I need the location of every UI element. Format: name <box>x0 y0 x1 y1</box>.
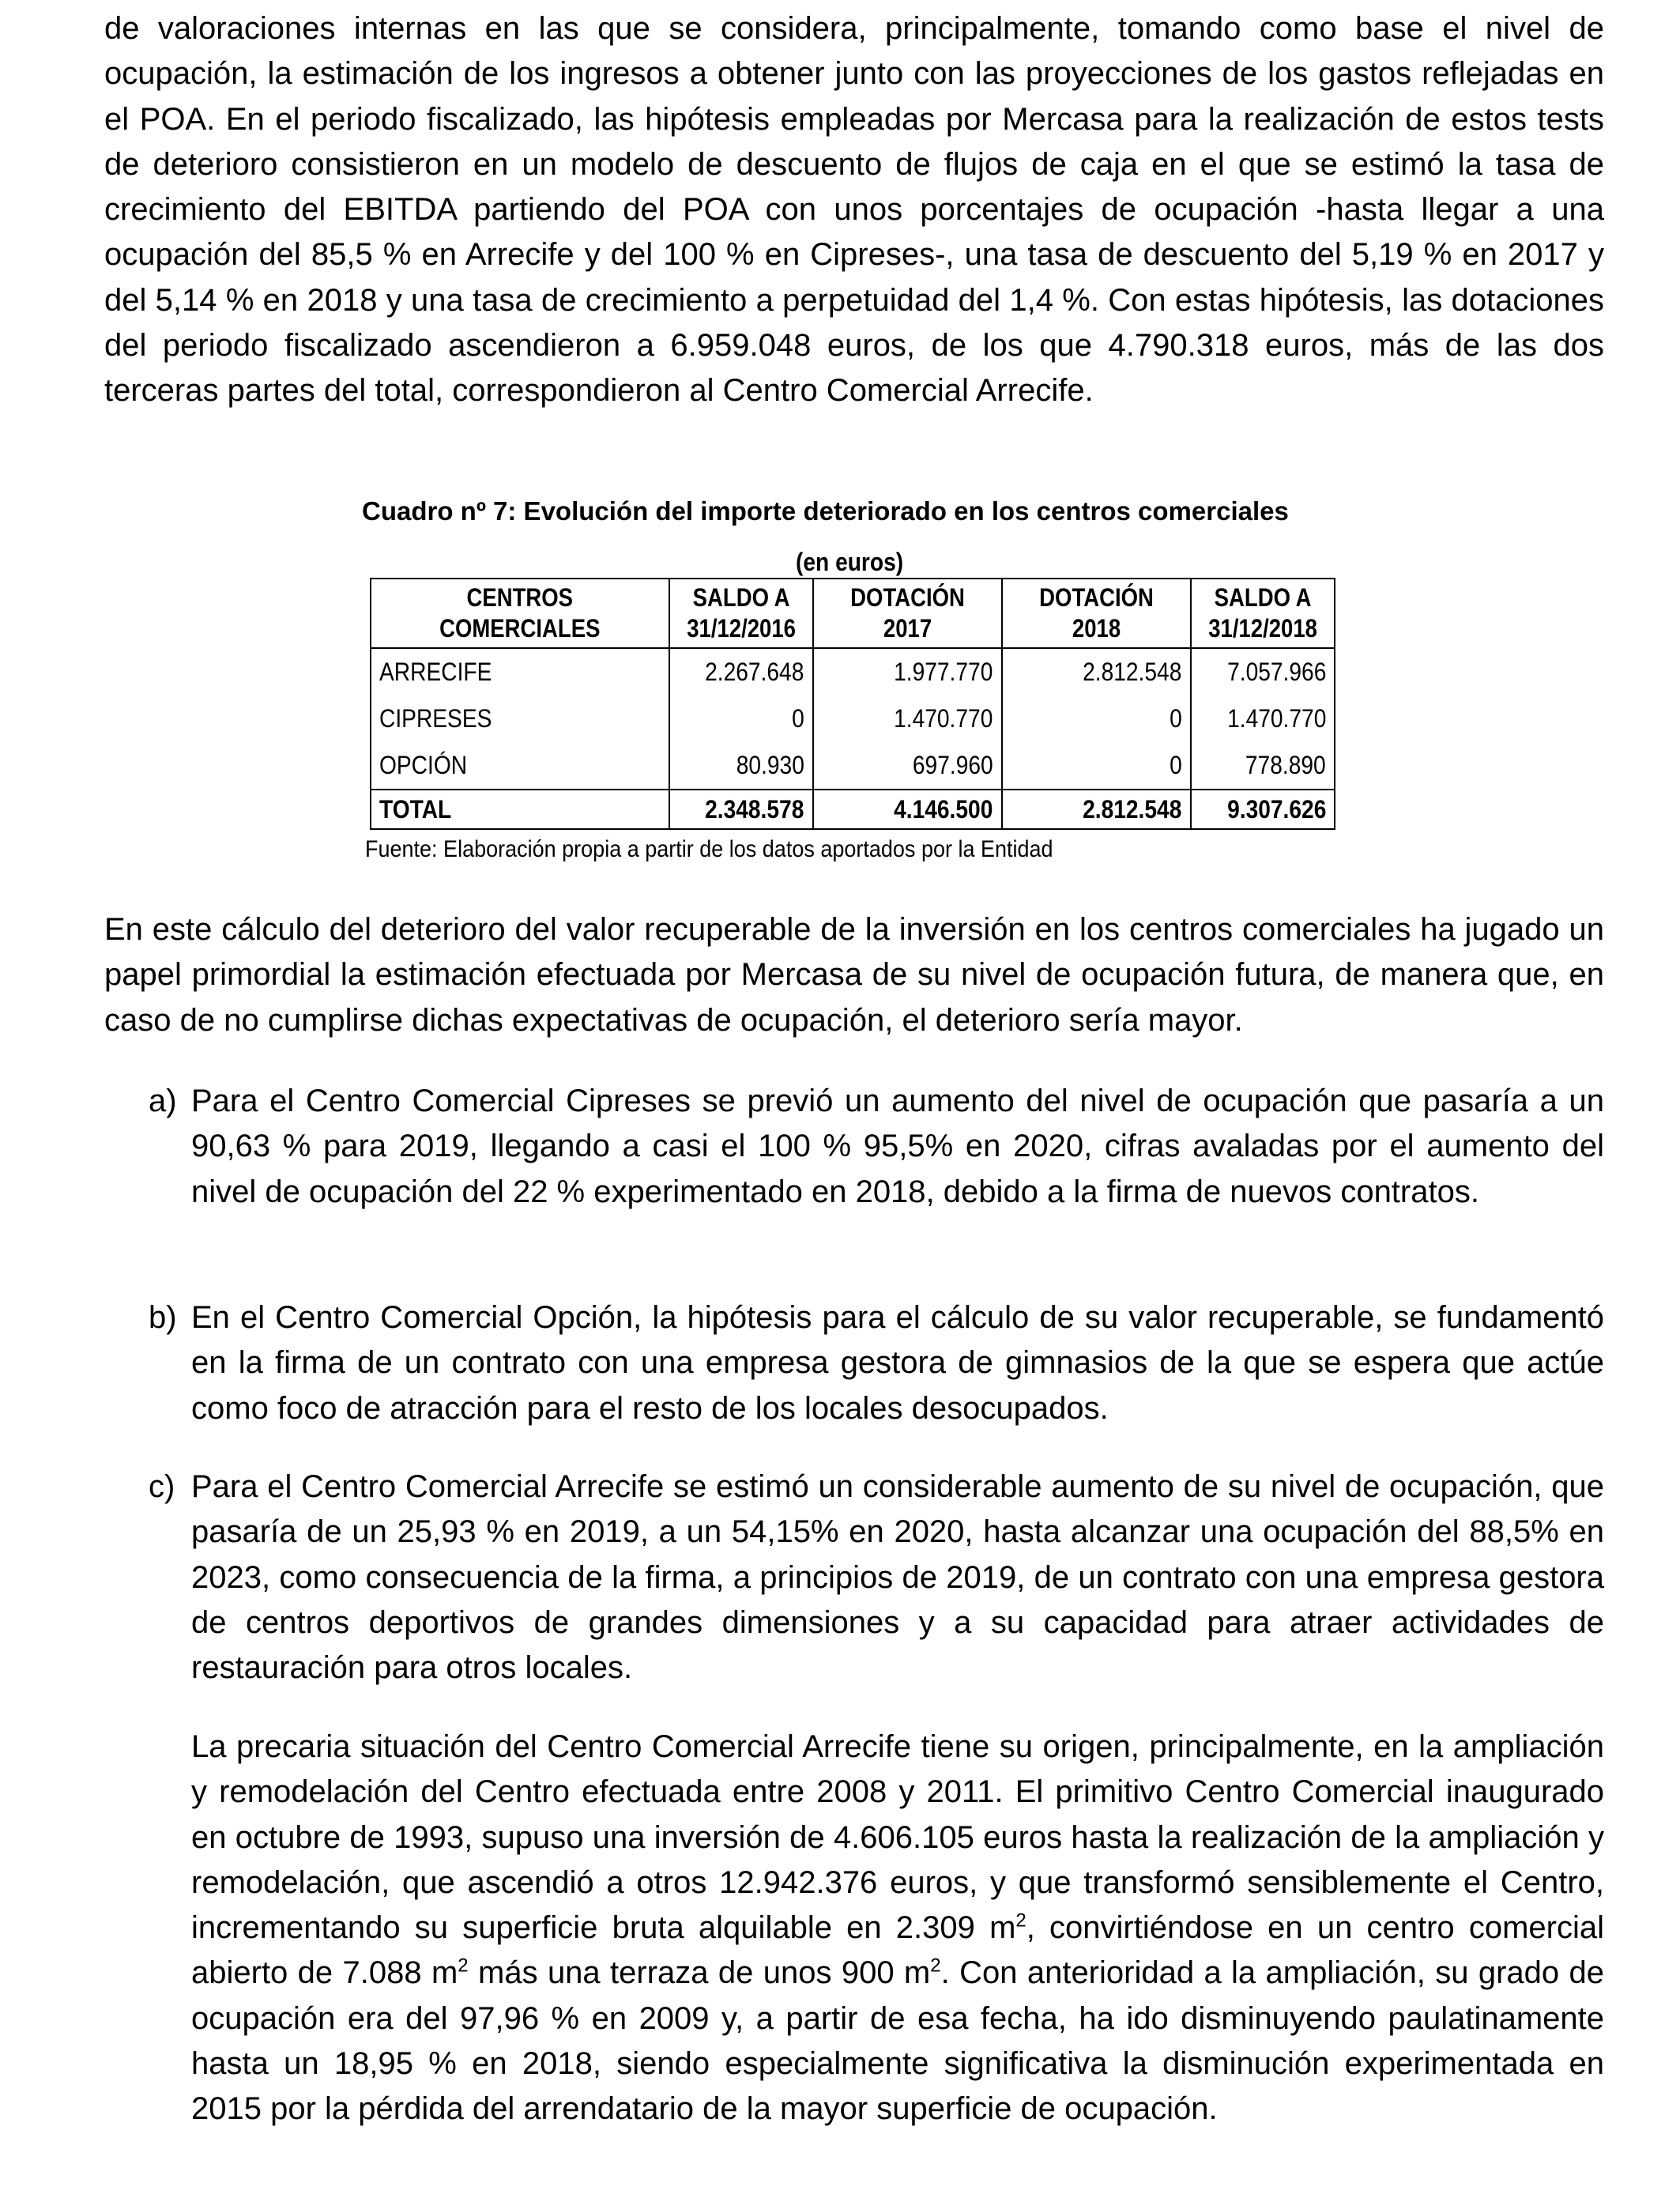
cell-name: ARRECIFE <box>371 648 669 696</box>
table-row <box>371 742 1335 790</box>
cell-value: 778.890 <box>1191 742 1335 790</box>
paragraph-arrecife-history: La precaria situación del Centro Comercial Arrecife tiene su origen, principalmente, en la ampliación y remodelación del Centro efectuada entre 2008 y 2011. El primitivo Centro Comercial inaugurado en octubre de 1993, supuso una inversión de 4.606.105 euros hasta la realización de la ampliación y remodelación, que ascendió a otros 12.942.376 euros, y que transformó sensiblemente el Centro, incrementando su superficie bruta alquilable en 2.309 $m^2$, convirtiéndose en un centro comercial abierto de 7.088 $m^2$ más una terraza de unos 900 $m^2$. Con anterioridad a la ampliación, su grado de ocupación era del 97,96 % en 2009 y, a partir de esa fecha, ha ido disminuyendo paulatinamente hasta un 18,95 % en 2018, siendo especialmente significativa la disminución experimentada en 2015 por la pérdida del arrendatario de la mayor superficie de ocupación. <box>191 1729 1605 2127</box>
cell-value: 2.267.648 <box>669 648 813 696</box>
cell-value: 1.977.770 <box>813 648 1002 696</box>
list-item-text: En el Centro Comercial Opción, la hipótesis para el cálculo de su valor recuperable, se fundamentó en la firma de un contrato con una empresa gestora de gimnasios de la que se espera que actúe como foco de atracción para el resto de los locales desocupados. <box>191 1300 1604 1426</box>
header-dotacion-2018: DOTACIÓN 2018 <box>1002 579 1191 648</box>
list-item <box>104 1079 1604 1215</box>
table-row <box>371 696 1335 742</box>
table-subtitle: (en euros) <box>796 548 904 576</box>
list-item <box>104 1295 1604 1431</box>
cell-value: 1.470.770 <box>813 696 1002 742</box>
cell-value: 2.812.548 <box>1002 648 1191 696</box>
table-title: Cuadro nº 7: Evolución del importe deteriorado en los centros comerciales <box>362 496 1289 526</box>
impairment-table <box>370 578 1335 830</box>
list-marker: a) <box>149 1084 177 1118</box>
list-item-text: Para el Centro Comercial Cipreses se previó un aumento del nivel de ocupación que pasaría a un 90,63 % para 2019, llegando a casi el 100 % 95,5% en 2020, cifras avaladas por el aumento del nivel de ocupación del 22 % experimentado en 2018, debido a la firma de nuevos contratos. <box>191 1084 1604 1209</box>
cell-value: 2.348.578 <box>669 790 813 829</box>
cell-value: 0 <box>1002 696 1191 742</box>
cell-value: 2.812.548 <box>1002 790 1191 829</box>
list-marker: c) <box>149 1469 175 1504</box>
table-source: Fuente: Elaboración propia a partir de los datos aportados por la Entidad <box>365 836 1053 862</box>
cell-value: 4.146.500 <box>813 790 1002 829</box>
cell-value: 0 <box>1002 742 1191 790</box>
paragraph-calculation: En este cálculo del deterioro del valor recuperable de la inversión en los centros comerciales ha jugado un papel primordial la estimación efectuada por Mercasa de su nivel de ocupación futura, de manera que, en caso de no cumplirse dichas expectativas de ocupación, el deterioro sería mayor. <box>104 912 1604 1038</box>
header-centros: CENTROS COMERCIALES <box>371 579 669 648</box>
cell-value: 80.930 <box>669 742 813 790</box>
header-saldo-2016: SALDO A 31/12/2016 <box>669 579 813 648</box>
cell-name: CIPRESES <box>371 696 669 742</box>
table-row <box>371 648 1335 696</box>
cell-value: 1.470.770 <box>1191 696 1335 742</box>
list-item-text: Para el Centro Comercial Arrecife se estimó un considerable aumento de su nivel de ocupación, que pasaría de un 25,93 % en 2019, a un 54,15% en 2020, hasta alcanzar una ocupación del 88,5% en 2023, como consecuencia de la firma, a principios de 2019, de un contrato con una empresa gestora de centros deportivos de grandes dimensiones y a su capacidad para atraer actividades de restauración para otros locales. <box>191 1469 1604 1686</box>
list-marker: b) <box>149 1300 177 1335</box>
table-header-row <box>371 579 1335 648</box>
header-saldo-2018: SALDO A 31/12/2018 <box>1191 579 1335 648</box>
paragraph-intro: de valoraciones internas en las que se considera, principalmente, tomando como base el nivel de ocupación, la estimación de los ingresos a obtener junto con las proyecciones de los gastos reflejadas en el POA. En el periodo fiscalizado, las hipótesis empleadas por Mercasa para la realización de estos tests de deterioro consistieron en un modelo de descuento de flujos de caja en el que se estimó la tasa de crecimiento del EBITDA partiendo del POA con unos porcentajes de ocupación -hasta llegar a una ocupación del 85,5 % en Arrecife y del 100 % en Cipreses-, una tasa de descuento del 5,19 % en 2017 y del 5,14 % en 2018 y una tasa de crecimiento a perpetuidad del 1,4 %. Con estas hipótesis, las dotaciones del periodo fiscalizado ascendieron a 6.959.048 euros, de los que 4.790.318 euros, más de las dos terceras partes del total, correspondieron al Centro Comercial Arrecife. <box>104 11 1604 409</box>
header-dotacion-2017: DOTACIÓN 2017 <box>813 579 1002 648</box>
cell-value: 697.960 <box>813 742 1002 790</box>
table-total-row <box>371 790 1335 829</box>
cell-value: 9.307.626 <box>1191 790 1335 829</box>
list-item <box>104 1465 1604 1691</box>
cell-value: 0 <box>669 696 813 742</box>
cell-name: OPCIÓN <box>371 742 669 790</box>
cell-value: 7.057.966 <box>1191 648 1335 696</box>
cell-name: TOTAL <box>371 790 669 829</box>
